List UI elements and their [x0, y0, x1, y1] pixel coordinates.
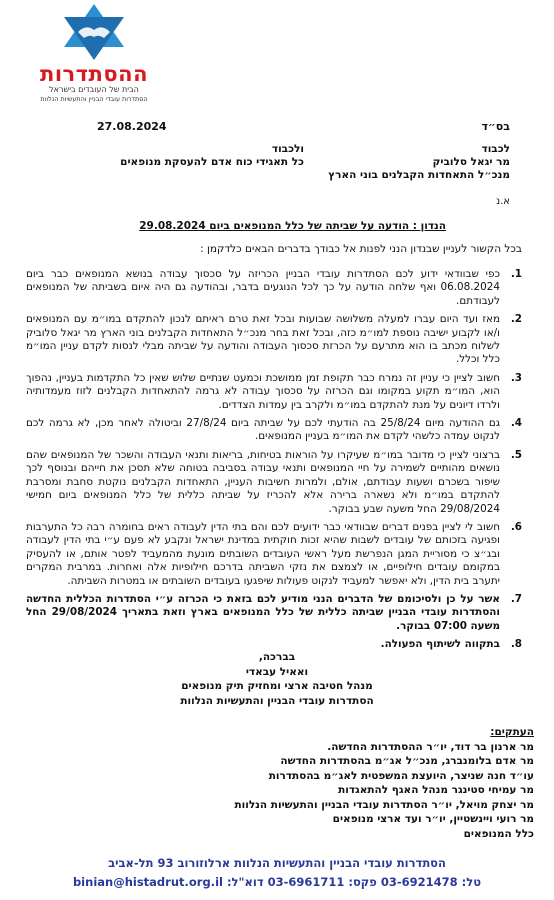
signer-title: מנהל חטיבה ארצי ומחזיק תיק מנופאים: [181, 680, 373, 692]
closing: בברכה,: [258, 651, 296, 663]
signature-block: [0, 650, 554, 708]
logo-subtitle: הבית של העובדים בישראל: [49, 85, 139, 94]
item-number: 2.: [510, 313, 522, 326]
recipient-block: [328, 143, 510, 182]
copies-heading: העתקים:: [490, 726, 534, 738]
signer-name: ואאיל עבאדי: [245, 665, 309, 678]
item-number: 6.: [510, 520, 522, 533]
greeting: א.נ: [496, 196, 510, 207]
list-item: [26, 521, 522, 588]
item-text: בתקווה לשיתוף הפעולה.: [380, 638, 500, 651]
item-text: גם ההודעה מיום 25/8/24 בה הודעתי לכם על שביתה ביום 27/8/24 וביטולה לאחר מכן, לא גרמה לכם לנקוט עמדה כלשהי לקדם את המו״מ בעניין המנופאים.: [26, 417, 500, 443]
copy-recipient: מר ארנון בר דוד, יו״ר ההסתדרות החדשה.: [327, 740, 534, 753]
recipient-line: לכבוד: [481, 143, 510, 155]
numbered-items: [26, 268, 522, 657]
copy-recipient: מר יצחק מויאל, יו״ר הסתדרות עובדי הבניין והתעשיות הנלוות: [234, 798, 534, 811]
recipient-line: מר יגאל סלוביק: [432, 156, 510, 168]
logo-subtitle-2: הסתדרות עובדי הבניין והתעשיות הנלוות: [40, 95, 148, 103]
list-item: [26, 417, 522, 444]
histadrut-logo: [36, 2, 152, 103]
bsd-mark: בס״ד: [481, 120, 510, 133]
item-text: חשוב לציין כי עניין זה נמרח כבר תקופת זמן ממושכת וכמעט שנתיים שלוש שאין כל התקדמות בעניין, נהפוך הוא, המו״מ תקוע במקומו וגם הכרזה על סכסוך עבודה לא גרמה להתאחדות הקבלנים לזוז מעמדותיה ולרדו דיונים על מנת להתקדם במו״מ ולקרב בין עמדות הצדדים.: [26, 371, 500, 411]
footer-address: הסתדרות עובדי הבניין והתעשיות הנלוות ארלוזורוב 93 תל-אביב: [108, 856, 446, 870]
item-text: מאז ועד היום עברו למעלה משלושה שבועות ובכל זאת טרם ראיתם לנכון להתקדם במו״מ עם המנופאים ו/או לקבוע ישיבה נוספת למו״מ כזה, ובכל זאת בחר מנכ״ל התאחדות הקבלנים בוני הארץ מר יגאל סלוביק לשלוח מכתב בו הוא מתרעם על הכרזת סכסוך העבודה והודעה על שביתה מבלי לנסות לקדם עניין המו״מ כלל וכלל.: [26, 313, 500, 366]
recipient-label: ולכבוד: [271, 143, 304, 155]
copy-recipient: מר אדם בלומנברג, מנכ״ל אג״מ בהסתדרות החדשה: [280, 755, 534, 767]
copy-recipient: עו״ד חנה שניצר, היועצת המשפטית לאג״מ בהסתדרות: [268, 769, 534, 782]
item-text: חשוב לי לציין בפנים דברים שבוודאי כבר ידועים לכם והם בתי הדין לעבודה ראים בחומרה רבה כל התערבות ופגיעה בזכותם של עובדים לשבות שהיא זכות חוקתית במדינת ישראל ונקבע לא פעם ע״י בתי הדין לעבודה ובג״צ כי מסוריית המגן הנפרשת מעל ראשי העובדים השובתים מונעת מהמעביד לפטר אותם, או להעסיק במקומם עובדים חילופיים, או לצמצם את נזקי השביתה בדרכם חילופיות אלה ואחרות. במרבית המקרים יתערב בית הדין, ולא יאפשר למעביד לנקוט פעולות שיפגעו בעובדים השובתים או במטרות השביתה.: [26, 520, 500, 587]
item-number: 5.: [510, 448, 522, 461]
item-text: ברצוני לציין כי מדובר במו״מ שעיקרו על הוראות בטיחות, בריאות ותנאי העבודה והשכר של המנופאים שהם נושאים מהותיים לשמירה על חיי המנופאים ותנאי עבודה בסביבה בטוחה שלא תסכן את חייהם ובנוסף לכך שיפור בשכרם ושעות עבודתם, אולם, ולמרות חשיבות העניין, התאחדות הקבלנים נוקטת סחבת ומסרבת להתקדם במו״מ ולא נשארה ברירה אלא להכריז על שביתה כללית של כלל המנופאים ביום חמישי 29/08/2024 החל משעה שבע בבוקר.: [26, 448, 500, 515]
logo-name: ההסתדרות: [39, 62, 148, 86]
footer-contact: טל: 03-6921478 פקס: 03-6961711 דוא"ל: binian@histadrut.org.il: [72, 875, 482, 889]
item-number: 3.: [510, 371, 522, 384]
list-item: [26, 449, 522, 516]
item-number: 1.: [510, 268, 522, 280]
list-item: [26, 593, 522, 633]
item-number: 8.: [510, 638, 522, 651]
copy-recipient: מר רועי ויינשטיין, יו״ר ועד ארצי מנופאים: [332, 813, 534, 825]
copy-recipient: כלל המנופאים: [463, 827, 534, 840]
recipient-line: מנכ״ל התאחדות הקבלנים בוני הארץ: [328, 169, 510, 181]
recipient-block-secondary: [120, 143, 304, 169]
list-item: [26, 268, 522, 308]
item-number: 4.: [510, 417, 522, 430]
recipient-line: כל תאגידי כוח אדם להעסקת מנופאים: [120, 156, 304, 168]
list-item: [26, 372, 522, 412]
signer-organization: הסתדרות עובדי הבניין והתעשיות הנלוות: [180, 694, 374, 707]
item-number: 7.: [510, 592, 522, 605]
subject-line: הנדון : הודעה על שביתה של כלל המנופאים ביום 29.08.2024: [139, 220, 446, 232]
letter-date: 27.08.2024: [97, 120, 167, 133]
item-text: כפי שבוודאי ידוע לכם הסתדרות עובדי הבניין הכריזה על סכסוך עבודה בנושא המנופאים כבר ביום 06.08.2024 ואף שלחה הודעה על כך לכל הנוגעים בדבר, ובהודעה גם היה איום בשביתה של המנופאים לעבודתם.: [26, 268, 500, 307]
copy-recipient: מר עמיחי סטינגר מנהל האגף להתאגדות: [338, 784, 534, 796]
intro-paragraph: בכל הקשור לעניין שבנדון הנני לפנות אל כבודך בדברים הבאים כלדקמן :: [200, 243, 522, 255]
copies-list: [234, 725, 534, 841]
list-item: [26, 313, 522, 367]
item-text: אשר על כן ולסיכומם של הדברים הנני מודיע לכם בזאת כי הכרזה ע״י הסתדרות הכללית החדשה והסתדרות עובדי הבניין שביתה כללית של כלל המנופאים בארץ וזאת בתאריך 29/08/2024 החל משעה 07:00 בבוקר.: [26, 592, 500, 632]
star-handshake-icon: [58, 2, 130, 62]
